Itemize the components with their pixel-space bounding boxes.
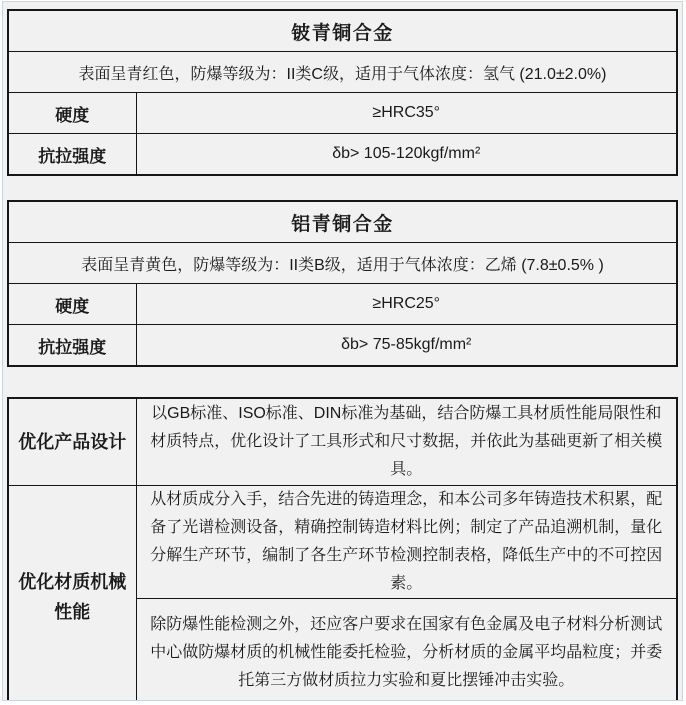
content-panel bbox=[2, 1, 683, 701]
property-label-tensile-strength: 抗拉强度 bbox=[8, 134, 136, 176]
property-label-hardness: 硬度 bbox=[8, 284, 136, 325]
property-value-hardness: ≥HRC25° bbox=[136, 284, 677, 325]
aluminum-bronze-table bbox=[7, 200, 678, 367]
property-value-hardness: ≥HRC35° bbox=[136, 93, 677, 134]
property-value-tensile-strength: δb> 75-85kgf/mm² bbox=[136, 325, 677, 367]
beryllium-bronze-table bbox=[7, 9, 678, 176]
table-description: 表面呈青红色，防爆等级为：II类C级，适用于气体浓度：氢气 (21.0±2.0%) bbox=[8, 52, 677, 93]
table-title: 铝青铜合金 bbox=[8, 201, 677, 243]
process-label-product-design: 优化产品设计 bbox=[8, 398, 136, 486]
table-title: 铍青铜合金 bbox=[8, 10, 677, 52]
process-text-material-mechanics-1: 从材质成分入手，结合先进的铸造理念，和本公司多年铸造技术积累，配备了光谱检测设备，精确控制铸造材料比例；制定了产品追溯机制，量化分解生产环节，编制了各生产环节检测控制表格，降低生产中的不可控因素。 bbox=[136, 486, 677, 599]
process-text-product-design: 以GB标准、ISO标准、DIN标准为基础，结合防爆工具材质性能局限性和材质特点，优化设计了工具形式和尺寸数据，并依此为基础更新了相关模具。 bbox=[136, 398, 677, 486]
property-label-tensile-strength: 抗拉强度 bbox=[8, 325, 136, 367]
property-label-hardness: 硬度 bbox=[8, 93, 136, 134]
optimization-table bbox=[7, 397, 678, 701]
process-text-material-mechanics-2: 除防爆性能检测之外，还应客户要求在国家有色金属及电子材料分析测试中心做防爆材质的机械性能委托检验，分析材质的金属平均晶粒度；并委托第三方做材质拉力实验和夏比摆锤冲击实验。 bbox=[136, 599, 677, 702]
property-value-tensile-strength: δb> 105-120kgf/mm² bbox=[136, 134, 677, 176]
table-description: 表面呈青黄色，防爆等级为：II类B级，适用于气体浓度：乙烯 (7.8±0.5% ) bbox=[8, 243, 677, 284]
process-label-material-mechanics: 优化材质机械性能 bbox=[8, 486, 136, 702]
